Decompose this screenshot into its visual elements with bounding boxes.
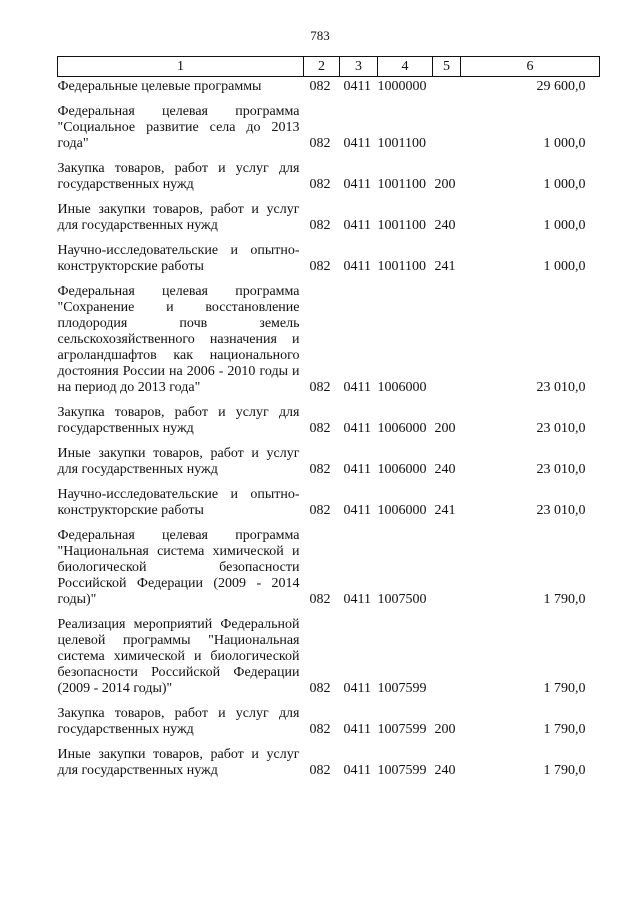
row-code-2: 082 — [309, 722, 331, 737]
row-code-2: 082 — [309, 259, 331, 274]
table-row — [58, 446, 600, 487]
row-code-5 — [433, 104, 461, 161]
row-code-3: 0411 — [343, 380, 371, 395]
row-code-5: 240 — [434, 763, 456, 778]
page-number: 783 — [310, 28, 330, 43]
header-col-6: 6 — [461, 57, 600, 77]
row-name: Федеральная целевая программа "Национальная система химической и биологической безопасности Российской Федерации (2009 - 2014 годы)" — [57, 528, 300, 607]
table-row — [58, 405, 600, 446]
row-code-2: 082 — [309, 218, 331, 233]
row-amount: 1 790,0 — [543, 763, 586, 778]
row-amount: 1 790,0 — [543, 592, 586, 607]
row-amount: 1 000,0 — [543, 177, 586, 192]
header-col-5: 5 — [433, 57, 461, 77]
row-code-4: 1006000 — [377, 380, 427, 395]
row-name: Закупка товаров, работ и услуг для государственных нужд — [57, 706, 300, 737]
row-code-4: 1001100 — [377, 218, 426, 233]
row-code-4: 1001100 — [377, 136, 426, 151]
table-row — [58, 706, 600, 747]
header-col-4: 4 — [378, 57, 433, 77]
row-code-3: 0411 — [343, 763, 371, 778]
header-col-2: 2 — [304, 57, 340, 77]
header-col-1: 1 — [58, 57, 304, 77]
row-code-2: 082 — [309, 503, 331, 518]
row-code-3: 0411 — [343, 421, 371, 436]
table-row — [58, 487, 600, 528]
table-row — [58, 747, 600, 788]
row-code-3: 0411 — [343, 259, 371, 274]
row-amount: 1 000,0 — [543, 259, 586, 274]
row-code-3: 0411 — [343, 592, 371, 607]
row-code-4: 1007500 — [377, 592, 427, 607]
row-code-2: 082 — [309, 462, 331, 477]
row-code-3: 0411 — [343, 79, 371, 94]
row-code-5 — [433, 77, 461, 105]
row-amount: 23 010,0 — [536, 462, 586, 477]
row-code-2: 082 — [309, 177, 331, 192]
row-amount: 23 010,0 — [536, 421, 586, 436]
row-name: Иные закупки товаров, работ и услуг для государственных нужд — [57, 446, 300, 477]
row-name: Федеральная целевая программа "Сохранение и восстановление плодородия почв земель сельскохозяйственного назначения и агроландшафтов как национального достояния России на 2006 - 2010 годы и на период до 2013 года" — [57, 284, 300, 395]
row-code-5 — [433, 284, 461, 405]
row-name: Закупка товаров, работ и услуг для государственных нужд — [57, 405, 300, 436]
row-code-4: 1006000 — [377, 462, 427, 477]
row-amount: 1 790,0 — [543, 722, 586, 737]
table-row — [58, 243, 600, 284]
row-code-4: 1007599 — [377, 763, 427, 778]
row-name: Научно-исследовательские и опытно-конструкторские работы — [57, 487, 300, 518]
row-code-4: 1001100 — [377, 259, 426, 274]
row-name: Иные закупки товаров, работ и услуг для государственных нужд — [57, 202, 300, 233]
row-code-2: 082 — [309, 763, 331, 778]
row-code-3: 0411 — [343, 136, 371, 151]
row-code-5: 200 — [434, 421, 456, 436]
row-amount: 1 000,0 — [543, 136, 586, 151]
row-code-5 — [433, 528, 461, 617]
row-code-5: 241 — [434, 259, 456, 274]
row-amount: 1 790,0 — [543, 681, 586, 696]
table-row — [58, 161, 600, 202]
budget-table — [57, 56, 600, 788]
row-code-2: 082 — [309, 592, 331, 607]
row-code-5: 200 — [434, 722, 456, 737]
row-code-3: 0411 — [343, 462, 371, 477]
row-code-4: 1001100 — [377, 177, 426, 192]
table-row — [58, 284, 600, 405]
row-name: Иные закупки товаров, работ и услуг для государственных нужд — [57, 747, 300, 778]
row-code-3: 0411 — [343, 722, 371, 737]
row-code-3: 0411 — [343, 177, 371, 192]
row-code-5: 200 — [434, 177, 456, 192]
row-amount: 29 600,0 — [536, 79, 586, 94]
row-amount: 23 010,0 — [536, 503, 586, 518]
row-amount: 23 010,0 — [536, 380, 586, 395]
row-code-5: 240 — [434, 218, 456, 233]
row-name: Закупка товаров, работ и услуг для государственных нужд — [57, 161, 300, 192]
row-code-5: 241 — [434, 503, 456, 518]
row-amount: 1 000,0 — [543, 218, 586, 233]
row-code-3: 0411 — [343, 681, 371, 696]
row-code-4: 1000000 — [377, 79, 427, 94]
row-code-4: 1007599 — [377, 722, 427, 737]
row-name: Федеральные целевые программы — [57, 79, 262, 94]
row-code-4: 1006000 — [377, 503, 427, 518]
row-name: Федеральная целевая программа "Социальное развитие села до 2013 года" — [57, 104, 300, 151]
row-code-2: 082 — [309, 421, 331, 436]
row-code-5 — [433, 617, 461, 706]
row-code-2: 082 — [309, 380, 331, 395]
table-row — [58, 104, 600, 161]
row-name: Реализация мероприятий Федеральной целевой программы "Национальная система химической и биологической безопасности Российской Федерации (2009 - 2014 годы)" — [57, 617, 300, 696]
table-row — [58, 202, 600, 243]
header-col-3: 3 — [340, 57, 378, 77]
table-row — [58, 77, 600, 105]
row-code-3: 0411 — [343, 218, 371, 233]
row-code-2: 082 — [309, 136, 331, 151]
header-row — [58, 57, 600, 77]
row-code-2: 082 — [309, 79, 331, 94]
table-row — [58, 617, 600, 706]
table-row — [58, 528, 600, 617]
row-code-4: 1007599 — [377, 681, 427, 696]
row-code-5: 240 — [434, 462, 456, 477]
row-code-4: 1006000 — [377, 421, 427, 436]
row-name: Научно-исследовательские и опытно-конструкторские работы — [57, 243, 300, 274]
row-code-3: 0411 — [343, 503, 371, 518]
row-code-2: 082 — [309, 681, 331, 696]
